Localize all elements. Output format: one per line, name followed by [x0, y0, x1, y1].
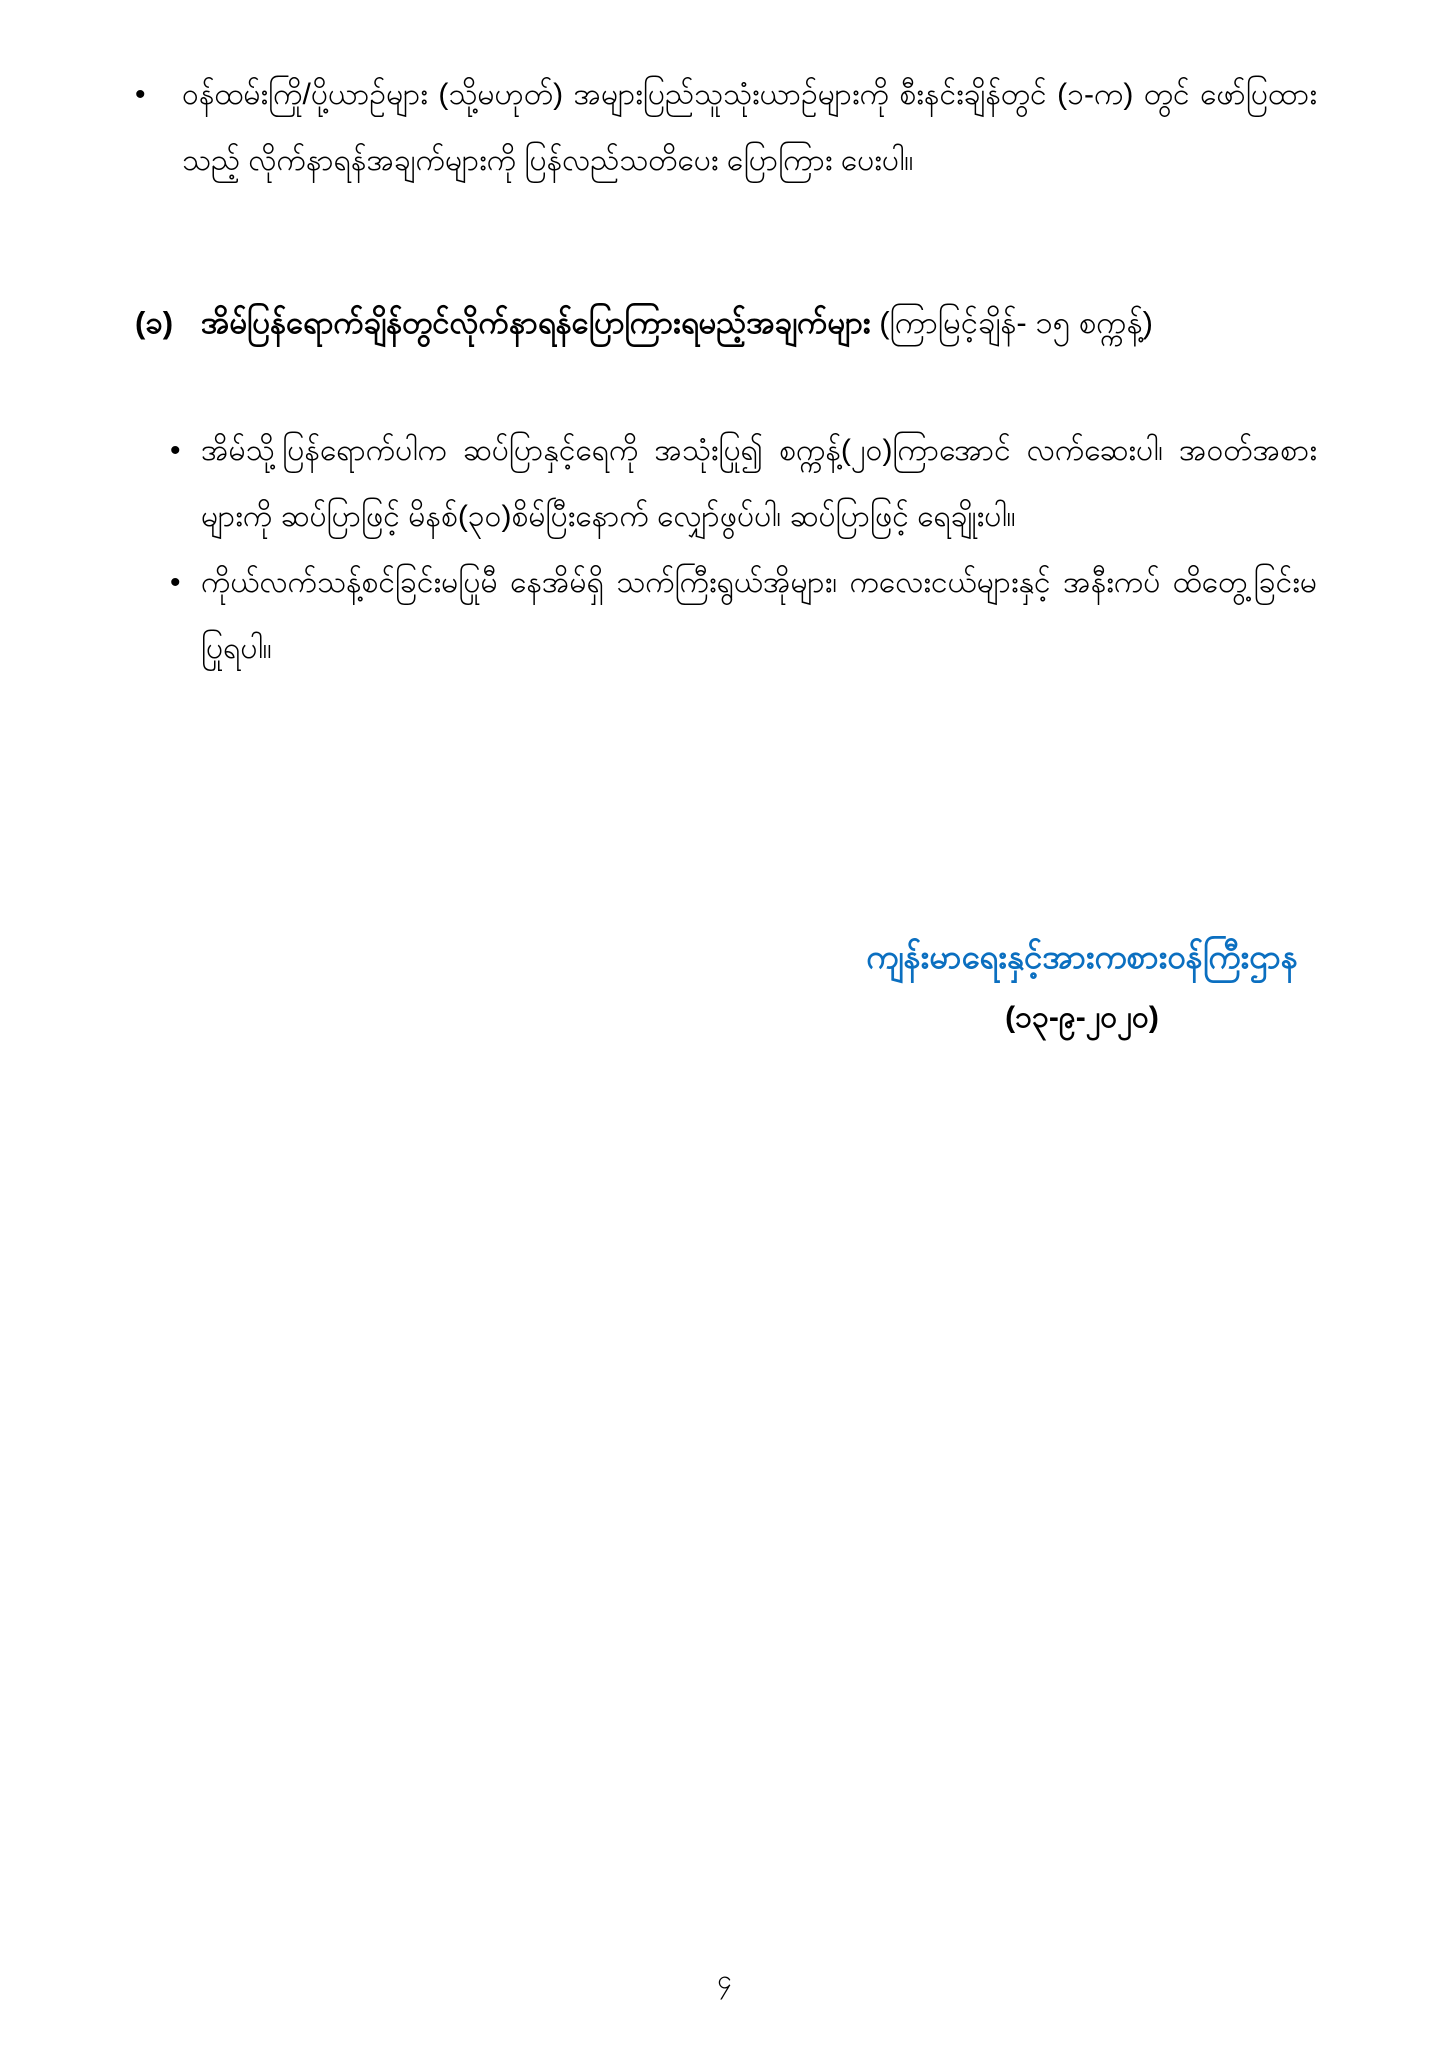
list-item — [170, 550, 1317, 682]
section-bullet-list — [170, 418, 1317, 682]
document-content — [135, 62, 1317, 682]
ministry-name: ကျန်းမာရေးနှင့်အားကစားဝန်ကြီးဌာန — [866, 938, 1298, 975]
bullet-icon: • — [170, 434, 181, 467]
list-item — [170, 418, 1317, 550]
page-number: ၄ — [717, 1964, 732, 1994]
section-label: (ခ) — [135, 305, 174, 340]
section-bullet-text-2: ကိုယ်လက်သန့်စင်ခြင်းမပြုမီ နေအိမ်ရှိ သက်ကြီးရွယ်အိုများ၊ ကလေးငယ်များနှင့် အနီးကပ် ထိတွေ့ခြင်းမပြုရပါ။ — [201, 566, 1317, 665]
section-heading — [135, 290, 1317, 356]
section-title: အိမ်ပြန်ရောက်ချိန်တွင်လိုက်နာရန်ပြောကြားရမည့်အချက်များ — [201, 305, 880, 340]
bullet-icon: • — [135, 78, 146, 111]
section-duration-note: (ကြာမြင့်ချိန်- ၁၅ စက္ကန့်) — [879, 305, 1153, 340]
intro-bullet-text: ဝန်ထမ်းကြို/ပို့ယာဉ်များ (သို့မဟုတ်) အများပြည်သူသုံးယာဉ်များကို စီးနင်းချိန်တွင် (၁-က) တွင် ဖော်ပြထားသည့် လိုက်နာရန်အချက်များကို ပြန်လည်သတိပေး ပြောကြား ပေးပါ။ — [182, 78, 1317, 177]
bullet-icon: • — [170, 566, 181, 599]
section-title-line — [201, 290, 1153, 356]
section-bullet-text-1: အိမ်သို့ပြန်ရောက်ပါက ဆပ်ပြာနှင့်ရေကို အသုံးပြု၍ စက္ကန့်(၂၀)ကြာအောင် လက်ဆေးပါ၊ အဝတ်အစားများကို ဆပ်ပြာဖြင့် မိနစ်(၃၀)စိမ်ပြီးနောက် လျှော်ဖွပ်ပါ၊ ဆပ်ပြာဖြင့် ရေချိုးပါ။ — [201, 434, 1317, 533]
signature-date: (၁၃-၉-၂၀၂၀) — [1005, 1001, 1159, 1034]
signature-block — [787, 932, 1377, 1040]
intro-bullet-item — [135, 62, 1317, 194]
